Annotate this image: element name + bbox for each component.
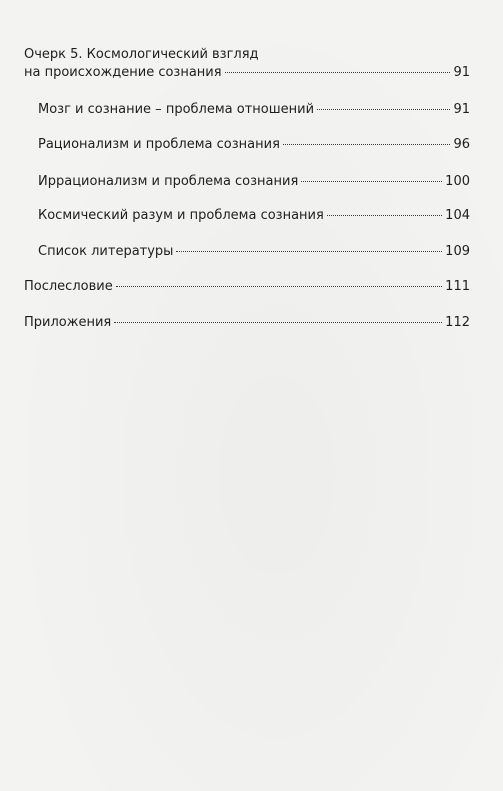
toc-entry-title: Послесловие [24, 279, 113, 294]
toc-entry-afterword [24, 278, 470, 295]
toc-page-number: 100 [445, 174, 470, 189]
toc-entry-section [38, 207, 470, 224]
toc-entry-appendices [24, 314, 470, 331]
toc-page-number: 112 [445, 315, 470, 330]
dot-leader [225, 72, 451, 73]
toc-essay5-title-line1: Очерк 5. Космологический взгляд [24, 47, 259, 62]
toc-page-number: 91 [453, 102, 470, 117]
toc-page-number: 96 [453, 137, 470, 152]
toc-entry-title: Приложения [24, 315, 112, 330]
dot-leader [283, 144, 451, 145]
toc-entry-section [38, 243, 470, 260]
dot-leader [317, 109, 450, 110]
toc-entry-title: Мозг и сознание – проблема отношений [38, 102, 315, 117]
toc-page-number: 104 [445, 208, 470, 223]
toc-entry-title: на происхождение сознания [24, 65, 222, 80]
toc-page-number: 111 [445, 279, 470, 294]
toc-entry-title: Список литературы [38, 244, 174, 259]
dot-leader [116, 286, 442, 287]
dot-leader [327, 215, 442, 216]
toc-page-number: 109 [445, 244, 470, 259]
dot-leader [301, 181, 442, 182]
toc-entry-title: Космический разум и проблема сознания [38, 208, 324, 223]
toc-entry-title: Рационализм и проблема сознания [38, 137, 280, 152]
toc-entry-section [38, 173, 470, 190]
toc-entry-essay5 [24, 64, 470, 81]
toc-page-number: 91 [453, 65, 470, 80]
dot-leader [114, 322, 442, 323]
toc-entry-section [38, 136, 470, 153]
toc-entry-section [38, 101, 470, 118]
toc-entry-title: Иррационализм и проблема сознания [38, 174, 299, 189]
dot-leader [176, 251, 442, 252]
